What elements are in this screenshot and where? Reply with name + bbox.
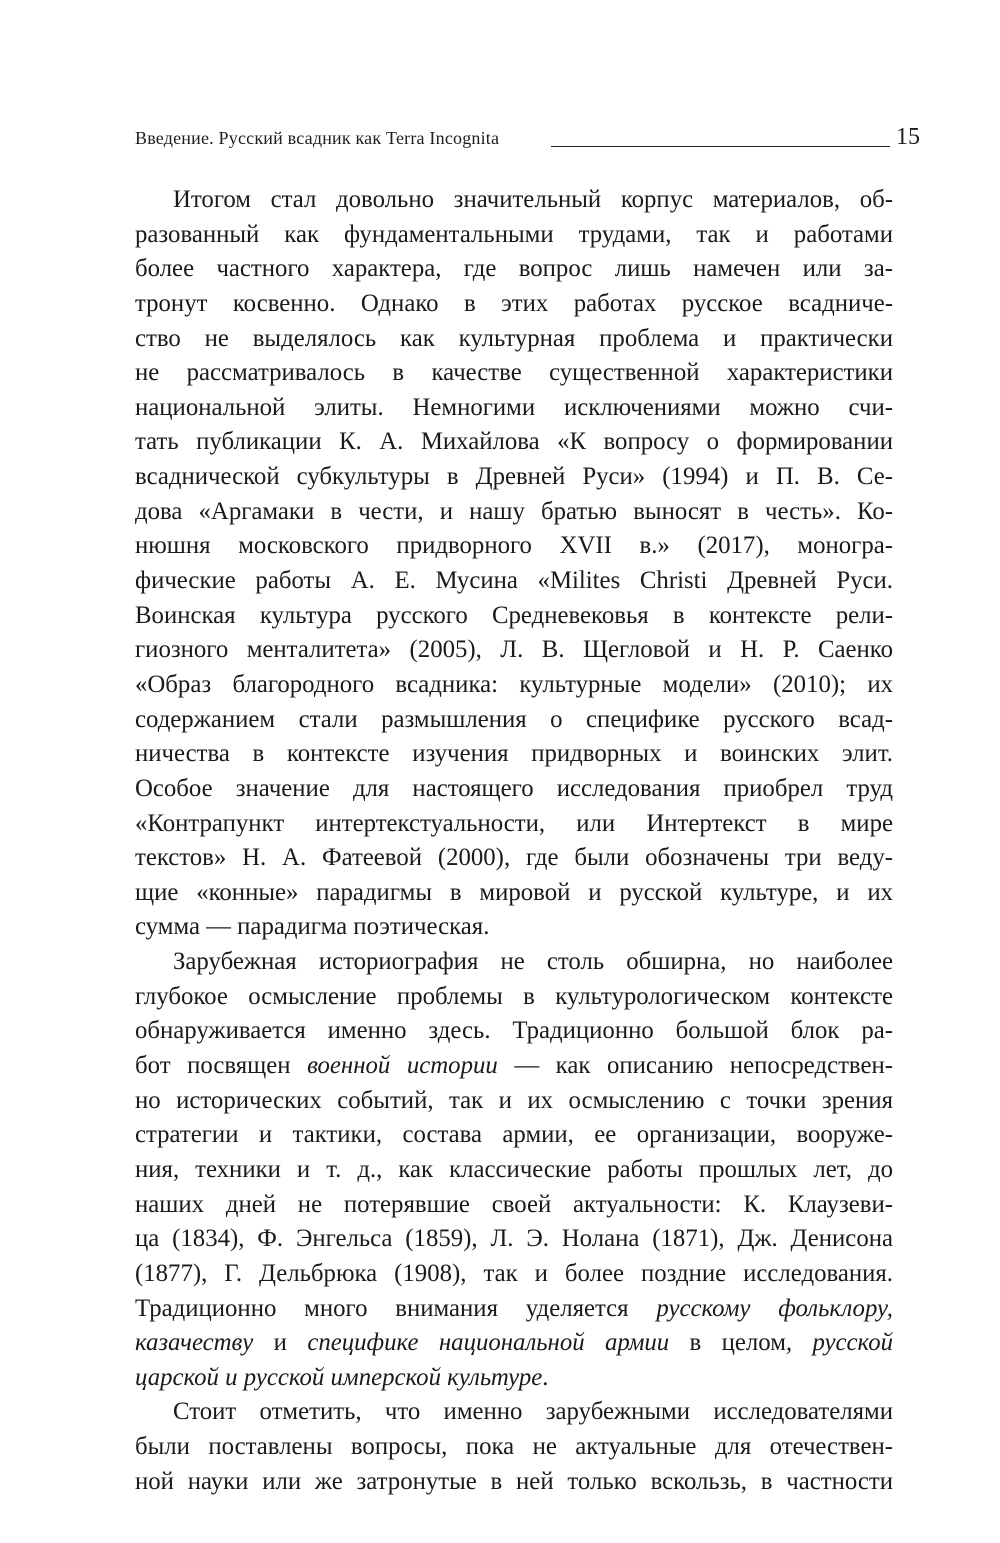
text-line: фические работы А. Е. Мусина «Milites Christi Древней Руси. [135, 567, 893, 595]
text-line: тать публикации К. А. Михайлова «К вопросу о формировании [135, 428, 893, 456]
text-line: текстов» Н. А. Фатеевой (2000), где были обозначены три веду- [135, 844, 893, 872]
text-line: «Контрапункт интертекстуальности, или Интертекст в мире [135, 809, 893, 837]
text-run: . [542, 1363, 549, 1391]
page-header [135, 120, 920, 160]
body-text [135, 183, 893, 1499]
text-line: не рассматривалось в качестве существенной характеристики [135, 359, 893, 387]
text-line: но исторических событий, так и их осмыслению с точки зрения [135, 1086, 893, 1114]
page-number: 15 [896, 124, 920, 150]
text-line: более частного характера, где вопрос лишь намечен или за- [135, 255, 893, 283]
text-run: — как описанию непосредствен- [497, 1052, 894, 1080]
text-line: ния, техники и т. д., как классические работы прошлых лет, до [135, 1155, 893, 1183]
italic-term: , русской [785, 1329, 893, 1357]
text-line: наших дней не потерявшие своей актуальности: К. Клаузеви- [135, 1190, 893, 1218]
text-line: ной науки или же затронутые в ней только вскользь, в частности [135, 1467, 893, 1495]
text-line: были поставлены вопросы, пока не актуальные для отечествен- [135, 1433, 893, 1461]
text-line: национальной элиты. Немногими исключениями можно счи- [135, 393, 893, 421]
text-line-with-italic [135, 1292, 893, 1327]
text-run: в целом [669, 1329, 786, 1357]
text-line: всаднической субкультуры в Древней Руси» (1994) и П. В. Се- [135, 463, 893, 491]
text-line: глубокое осмысление проблемы в культурологическом контексте [135, 982, 893, 1010]
text-line: обнаруживается именно здесь. Традиционно большой блок ра- [135, 1017, 893, 1045]
header-rule [551, 146, 890, 147]
text-line: ство не выделялось как культурная проблема и практически [135, 324, 893, 352]
text-run: Традиционно много внимания уделяется [135, 1294, 657, 1322]
text-line-with-italic [135, 1361, 893, 1396]
text-line: ничества в контексте изучения придворных и воинских элит. [135, 740, 893, 768]
text-line: содержанием стали размышления о специфике русского всад- [135, 705, 893, 733]
text-line: Стоит отметить, что именно зарубежными исследователями [173, 1398, 893, 1426]
text-line: Воинская культура русского Средневековья в контексте рели- [135, 601, 893, 629]
text-line: щие «конные» парадигмы в мировой и русской культуре, и их [135, 878, 893, 906]
text-run: и [253, 1329, 308, 1357]
text-line: «Образ благородного всадника: культурные модели» (2010); их [135, 670, 893, 698]
text-line: Итогом стал довольно значительный корпус материалов, об- [173, 186, 893, 213]
text-line: дова «Аргамаки в чести, и нашу братью выносят в честь». Ко- [135, 497, 893, 525]
text-line-with-italic [135, 1049, 893, 1084]
text-line: Особое значение для настоящего исследования приобрел труд [135, 774, 893, 802]
text-line: гиозного менталитета» (2005), Л. В. Щегловой и Н. Р. Саенко [135, 636, 893, 664]
italic-term: специфике национальной армии [307, 1329, 670, 1357]
italic-term: царской и русской имперской культуре [135, 1363, 543, 1391]
text-run: бот посвящен [135, 1052, 308, 1080]
italic-term: казачеству [135, 1329, 254, 1357]
text-line: тронут косвенно. Однако в этих работах русское всадниче- [135, 289, 893, 317]
text-line: сумма — парадигма поэтическая. [135, 913, 490, 941]
text-line: Зарубежная историография не столь обширна, но наиболее [173, 948, 893, 976]
text-line: разованный как фундаментальными трудами, так и работами [135, 220, 893, 248]
italic-term: русскому фольклору, [656, 1294, 894, 1322]
text-line: ца (1834), Ф. Энгельса (1859), Л. Э. Нолана (1871), Дж. Денисона [135, 1225, 893, 1253]
italic-term: военной истории [307, 1052, 498, 1080]
text-line: стратегии и тактики, состава армии, ее организации, вооруже- [135, 1121, 893, 1149]
text-line-with-italic [135, 1326, 893, 1361]
text-line: нюшня московского придворного XVII в.» (2017), моногра- [135, 532, 893, 560]
running-title: Введение. Русский всадник как Terra Incognita [135, 128, 500, 148]
text-line: (1877), Г. Дельбрюка (1908), так и более поздние исследования. [135, 1259, 893, 1287]
